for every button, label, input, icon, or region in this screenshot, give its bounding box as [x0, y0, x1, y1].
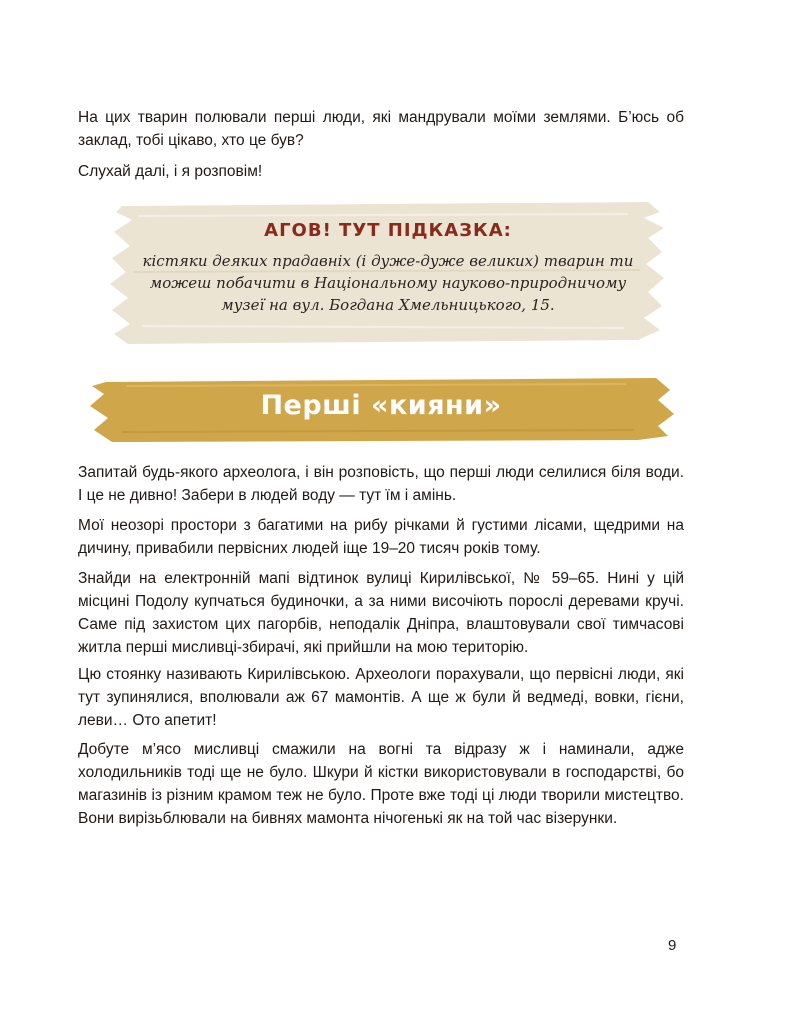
body-paragraph-2: Мої неозорі простори з багатими на рибу річками й густими лісами, щедрими на дичину, привабили первісних людей іще 19–20 тисяч років тому.: [78, 517, 684, 557]
page-number: 9: [668, 937, 677, 954]
hint-title: АГОВ! ТУТ ПІДКАЗКА:: [264, 220, 512, 241]
intro-paragraph-1: На цих тварин полювали перші люди, які мандрували моїми землями. Б’юсь об заклад, тобі цікаво, хто це був?: [78, 109, 684, 149]
body-paragraph-1: Запитай будь-якого археолога, і він розповість, що перші люди селилися біля води. І це не дивно! Забери в людей воду — тут їм і амінь.: [78, 464, 684, 504]
intro-paragraph-2: Слухай далі, і я розповім!: [78, 163, 263, 180]
hint-text: кістяки деяких прадавніх (і дуже-дуже великих) тварин ти можеш побачити в Національному науково-природничому музеї на вул. Богдана Хмельницького, 15.: [142, 252, 634, 314]
section-banner: [86, 372, 676, 444]
body-paragraph-3: Знайди на електронній мапі відтинок вулиці Кирилівської, № 59–65. Нині у цій місцині Подолу купчаться будиночки, а за ними височіють порослі деревами кручі. Саме під захистом цих пагорбів, неподалік Дніпра, влаштовували свої тимчасові житла перші мисливці-збирачі, які прийшли на мою територію.: [78, 570, 684, 656]
hint-box: [108, 198, 668, 348]
body-paragraph-5: Добуте м’ясо мисливці смажили на вогні та відразу ж і наминали, адже холодильників тоді ще не було. Шкури й кістки використовували в господарстві, бо магазинів із різним крамом теж не було. Проте вже тоді ці люди творили мистецтво. Вони вирізьблювали на бивнях мамонта нічогенькі як на той час візерунки.: [78, 741, 684, 827]
body-paragraph-4: Цю стоянку називають Кирилівською. Археологи порахували, що первісні люди, які тут зупинялися, вполювали аж 67 мамонтів. А ще ж були й ведмеді, вовки, гієни, леви… Ото апетит!: [78, 666, 684, 729]
section-title: Перші «кияни»: [260, 390, 502, 421]
